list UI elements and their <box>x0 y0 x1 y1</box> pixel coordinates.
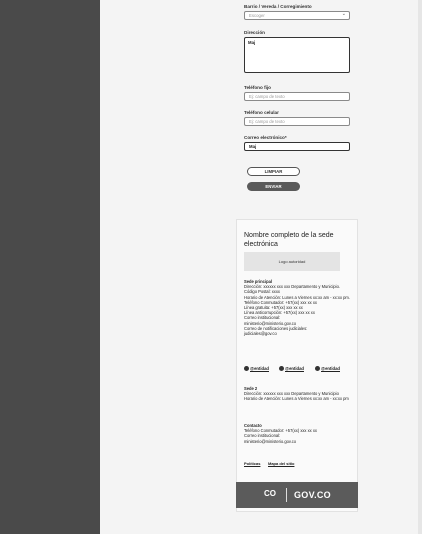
direccion-textarea[interactable]: Maj <box>244 37 350 73</box>
social-facebook-label: @entidad <box>321 366 340 371</box>
barrio-label: Barrio / Vereda / Corregimiento <box>244 4 312 9</box>
mapa-sitio-link[interactable]: Mapa del sitio <box>268 461 295 466</box>
contacto-heading: Contacto <box>244 423 262 428</box>
authority-logo <box>244 252 340 271</box>
sede-2-block <box>244 386 356 402</box>
contacto-correo[interactable]: ministerio@ministerio.gov.co <box>244 438 297 444</box>
social-instagram-label: @entidad <box>285 366 304 371</box>
correo-label: Correo electrónico* <box>244 135 287 140</box>
sede-principal-linea-gratuita: Línea gratuita: +57(xx) xxx xx xx <box>244 305 303 311</box>
barrio-select-value: Escoger <box>249 13 265 18</box>
sede-principal-direccion: Dirección: xxxxxx xxx xxx Departamento y Municipio. <box>244 284 341 290</box>
logo-label: Logo autoridad <box>278 259 306 264</box>
footer-title: Nombre completo de la sede electrónica <box>244 232 334 248</box>
social-twitter[interactable] <box>244 366 269 371</box>
gov-co-bar <box>236 482 358 508</box>
barrio-select[interactable] <box>244 11 350 20</box>
sede-2-direccion: Dirección: xxxxxx xxx xxx Departamento y Municipio <box>244 391 339 397</box>
sede-2-horario: Horario de Atención: Lunes a Viernes xx:xx am - xx:xx pm <box>244 396 349 402</box>
co-logo-icon[interactable]: CO <box>264 489 276 498</box>
telefono-fijo-label: Teléfono fijo <box>244 85 271 90</box>
gov-co-logo[interactable]: GOV.CO <box>294 490 331 500</box>
send-button[interactable]: ENVIAR <box>247 182 300 191</box>
clear-button[interactable]: LIMPIAR <box>247 167 300 176</box>
contacto-correo-label: Correo institucional: <box>244 433 281 439</box>
right-scroll-strip <box>418 0 422 534</box>
sede-principal-correo-label: Correo institucional: <box>244 315 281 321</box>
facebook-icon <box>315 366 320 371</box>
contacto-conmutador: Teléfono Conmutador: +57(xx) xxx xx xx <box>244 428 317 434</box>
sede-principal-heading: Sede principal <box>244 279 272 284</box>
contacto-block <box>244 423 356 444</box>
instagram-icon <box>279 366 284 371</box>
chevron-down-icon: ⌄ <box>341 11 346 17</box>
telefono-fijo-input[interactable]: Ej: campo de texto <box>244 92 350 101</box>
left-dark-panel <box>0 0 100 534</box>
social-instagram[interactable] <box>279 366 304 371</box>
sede-principal-notificaciones-label: Correo de notificaciones judiciales: <box>244 325 308 331</box>
correo-input[interactable]: Maj <box>244 142 350 151</box>
sede-2-heading: Sede 2 <box>244 386 258 391</box>
sede-principal-conmutador: Teléfono Conmutador: +57(xx) xxx xx xx <box>244 299 317 305</box>
politicas-link[interactable]: Políticas <box>244 461 261 466</box>
sede-principal-horario: Horario de Atención: Lunes a Viernes xx:xx am - xx:xx pm. <box>244 294 350 300</box>
twitter-icon <box>244 366 249 371</box>
sede-principal-codigo-postal: Código Postal: xxxx <box>244 289 280 295</box>
sede-principal-block <box>244 279 356 336</box>
telefono-celular-input[interactable]: Ej: campo de texto <box>244 117 350 126</box>
sede-principal-correo[interactable]: ministerio@ministerio.gov.co <box>244 320 297 326</box>
telefono-celular-label: Teléfono celular <box>244 110 279 115</box>
sede-principal-linea-anticorrupcion: Línea anticorrupción: +57(xx) xxx xx xx <box>244 310 315 316</box>
social-facebook[interactable] <box>315 366 340 371</box>
sede-principal-notificaciones[interactable]: judiciales@gov.co <box>244 331 277 337</box>
social-twitter-label: @entidad <box>250 366 269 371</box>
gov-separator <box>286 488 287 502</box>
direccion-label: Dirección <box>244 30 265 35</box>
